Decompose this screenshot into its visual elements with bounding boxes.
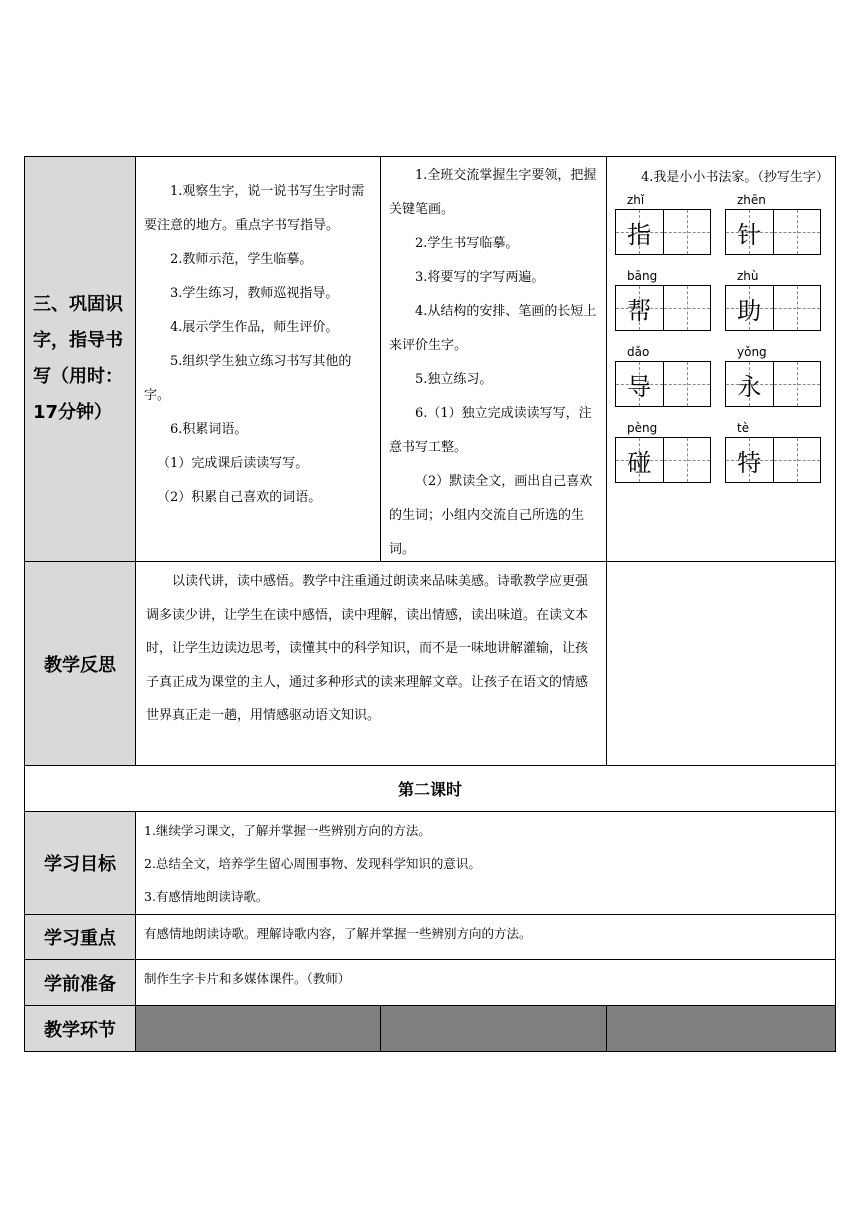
teacher-step: 2.教师示范，学生临摹。 — [170, 252, 313, 267]
goals-header-text: 学习目标 — [44, 854, 116, 875]
writing-boxes — [615, 437, 711, 483]
character-practice-item — [615, 419, 715, 483]
reflection-header — [24, 561, 136, 766]
hanzi-character: 导 — [627, 372, 652, 401]
writing-boxes — [725, 285, 821, 331]
pinyin-label: zhǐ — [627, 193, 645, 207]
hanzi-character: 特 — [737, 448, 762, 477]
steps-col-2 — [380, 1005, 607, 1052]
student-step: 1.全班交流掌握生字要领，把握关键笔画。 — [389, 168, 597, 217]
goal-item: 2.总结全文，培养学生留心周围事物、发现科学知识的意识。 — [144, 856, 481, 871]
tian-grid-box[interactable] — [616, 362, 663, 406]
tian-grid-box[interactable] — [616, 438, 663, 482]
focus-cell — [135, 914, 836, 960]
character-practice-item — [615, 191, 715, 255]
character-practice-item — [725, 343, 825, 407]
reflection-text: 以读代讲，读中感悟。教学中注重通过朗读来品味美感。诗歌教学应更强调多读少讲，让学生在读中感悟，读中理解，读出情感，读出味道。在读文本时，让学生边读边思考，读懂其中的科学知识，而不是一味地讲解灌输，让孩子真正成为课堂的主人，通过多种形式的读来理解文章。让孩子在语文的情感世界真正走一趟，用情感驱动语文知识。 — [146, 574, 589, 723]
student-step: 6.（1）独立完成读读写写，注意书写工整。 — [389, 406, 592, 455]
character-practice-item — [725, 267, 825, 331]
student-step: 2.学生书写临摹。 — [415, 236, 519, 251]
writing-boxes — [615, 361, 711, 407]
teacher-step: （1）完成课后读读写写。 — [157, 456, 309, 471]
pinyin-label: dǎo — [627, 345, 650, 359]
writing-boxes — [615, 209, 711, 255]
tian-grid-box[interactable] — [616, 210, 663, 254]
hanzi-character: 指 — [627, 220, 652, 249]
pinyin-label: pèng — [627, 421, 658, 435]
student-activities — [380, 156, 607, 562]
character-practice-item — [725, 419, 825, 483]
student-step: （2）默读全文，画出自己喜欢的生词；小组内交流自己所选的生词。 — [389, 474, 593, 557]
teacher-activities — [135, 156, 381, 562]
prep-cell — [135, 959, 836, 1006]
teacher-step: 4.展示学生作品，师生评价。 — [170, 320, 339, 335]
goals-header — [24, 811, 136, 915]
hanzi-character: 助 — [737, 296, 762, 325]
focus-header-text: 学习重点 — [44, 928, 116, 949]
pinyin-label: zhēn — [737, 193, 766, 207]
focus-text: 有感情地朗读诗歌。理解诗歌内容，了解并掌握一些辨别方向的方法。 — [144, 926, 532, 941]
pinyin-label: tè — [737, 421, 750, 435]
teacher-step: 3.学生练习，教师巡视指导。 — [170, 286, 339, 301]
steps-header-text: 教学环节 — [44, 1019, 116, 1041]
tian-grid-box[interactable] — [663, 286, 711, 330]
character-grid — [615, 191, 829, 511]
hanzi-character: 永 — [737, 372, 762, 401]
student-step: 4.从结构的安排、笔画的长短上来评价生字。 — [389, 304, 597, 353]
pinyin-label: zhù — [737, 269, 759, 283]
pinyin-label: yǒng — [737, 345, 767, 359]
tian-grid-box[interactable] — [773, 438, 821, 482]
goals-cell — [135, 811, 836, 915]
hanzi-character: 碰 — [627, 448, 652, 477]
lesson2-title-row — [24, 765, 836, 812]
reflection-text-cell — [135, 561, 607, 766]
steps-col-3 — [606, 1005, 836, 1052]
tian-grid-box[interactable] — [726, 210, 773, 254]
prep-text: 制作生字卡片和多媒体课件。（教师） — [144, 971, 351, 986]
teacher-step: 1.观察生字，说一说书写生字时需要注意的地方。重点字书写指导。 — [144, 184, 365, 233]
tian-grid-box[interactable] — [726, 438, 773, 482]
tian-grid-box[interactable] — [773, 210, 821, 254]
tian-grid-box[interactable] — [773, 362, 821, 406]
teacher-step: 6.积累词语。 — [170, 422, 248, 437]
character-practice-item — [725, 191, 825, 255]
steps-col-1 — [135, 1005, 381, 1052]
hanzi-character: 针 — [737, 220, 762, 249]
reflection-empty-cell — [606, 561, 836, 766]
prep-header-text: 学前准备 — [44, 973, 116, 995]
writing-boxes — [725, 361, 821, 407]
goal-item: 1.继续学习课文，了解并掌握一些辨别方向的方法。 — [144, 823, 431, 838]
tian-grid-box[interactable] — [726, 286, 773, 330]
tian-grid-box[interactable] — [773, 286, 821, 330]
student-step: 3.将要写的字写两遍。 — [415, 270, 545, 285]
pinyin-label: bāng — [627, 269, 658, 283]
tian-grid-box[interactable] — [726, 362, 773, 406]
tian-grid-box[interactable] — [663, 210, 711, 254]
section3-header — [24, 156, 136, 562]
writing-boxes — [725, 209, 821, 255]
tian-grid-box[interactable] — [663, 362, 711, 406]
teacher-step: （2）积累自己喜欢的词语。 — [157, 490, 322, 505]
writing-boxes — [615, 285, 711, 331]
student-step: 5.独立练习。 — [415, 372, 493, 387]
hanzi-character: 帮 — [627, 296, 652, 325]
prep-header — [24, 959, 136, 1006]
focus-header — [24, 914, 136, 960]
steps-header — [24, 1005, 136, 1052]
calligraphy-practice — [606, 156, 836, 562]
teacher-step: 5.组织学生独立练习书写其他的字。 — [144, 354, 352, 403]
writing-boxes — [725, 437, 821, 483]
lesson2-title: 第二课时 — [397, 780, 462, 799]
character-practice-item — [615, 343, 715, 407]
tian-grid-box[interactable] — [616, 286, 663, 330]
tian-grid-box[interactable] — [663, 438, 711, 482]
section3-header-text: 三、巩固识字，指导书写（用时：17分钟） — [33, 294, 123, 423]
practice-title: 4.我是小小书法家。（抄写生字） — [641, 170, 829, 185]
reflection-header-text: 教学反思 — [44, 654, 116, 676]
goal-item: 3.有感情地朗读诗歌。 — [144, 889, 269, 904]
character-practice-item — [615, 267, 715, 331]
